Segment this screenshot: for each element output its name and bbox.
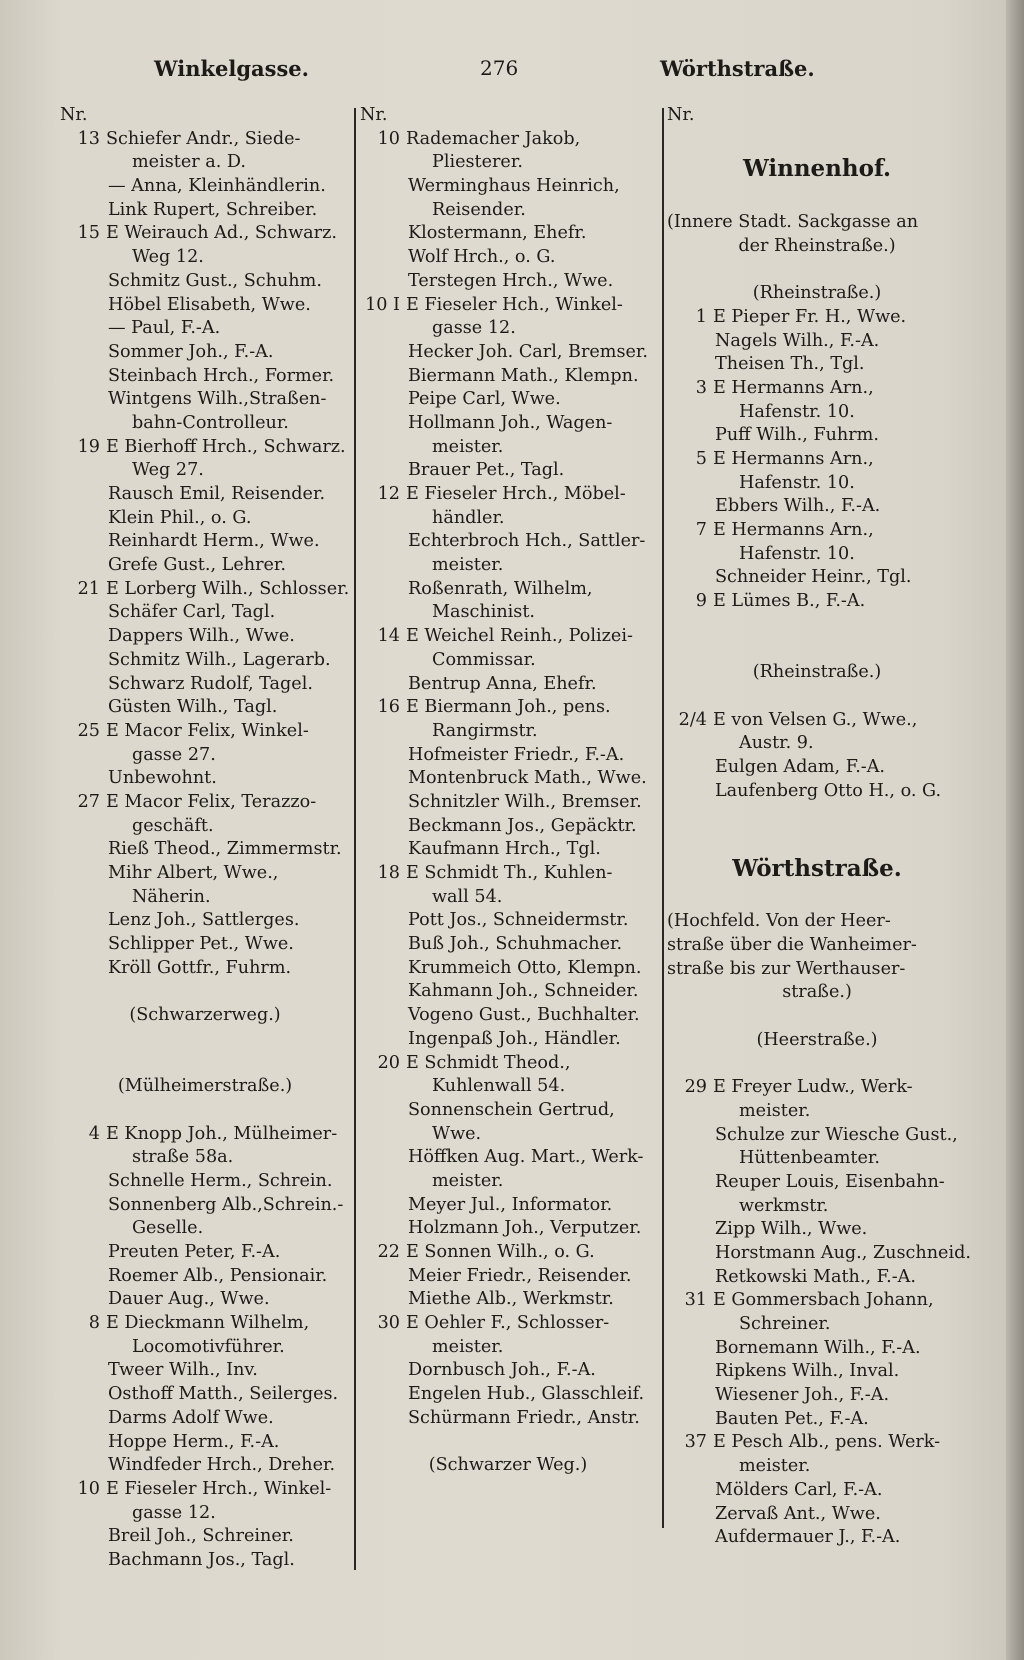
resident-text: E Pesch Alb., pens. Werk- [713, 1432, 941, 1453]
resident-text: E Macor Felix, Winkel- [106, 720, 309, 741]
house-entry [60, 791, 350, 815]
house-number: 5 [695, 448, 707, 469]
house-entry [60, 578, 350, 602]
resident-line: Reinhardt Herm., Wwe. [108, 531, 320, 552]
resident-line: Kröll Gottfr., Fuhrm. [108, 957, 292, 978]
resident-line: Echterbroch Hch., Sattler- [408, 531, 646, 552]
house-number: 18 [377, 863, 400, 883]
resident-line: Biermann Math., Klempn. [408, 365, 639, 386]
continuation-line: Austr. 9. [739, 733, 814, 754]
page-edge [1006, 0, 1024, 1660]
continuation-line: Wwe. [432, 1123, 482, 1144]
continuation-line: wall 54. [432, 886, 503, 907]
spacer [667, 614, 967, 638]
spacer [667, 827, 967, 851]
resident-line: Mölders Carl, F.-A. [715, 1479, 883, 1500]
continuation-line: Locomotivführer. [132, 1336, 285, 1357]
resident-line: Peipe Carl, Wwe. [408, 389, 561, 410]
resident-line: Mihr Albert, Wwe., [108, 863, 279, 883]
street-description: (Innere Stadt. Sackgasse an [667, 212, 919, 233]
house-number: 13 [77, 128, 100, 149]
resident-text: E Weirauch Ad., Schwarz. [106, 223, 337, 244]
resident-line: Zipp Wilh., Wwe. [715, 1219, 868, 1240]
continuation-line: Geselle. [132, 1218, 204, 1239]
continuation-line: händler. [432, 507, 505, 528]
resident-text: E Hermanns Arn., [713, 377, 874, 398]
resident-line: Engelen Hub., Glasschleif. [408, 1384, 645, 1405]
resident-line: Dappers Wilh., Wwe. [108, 626, 295, 647]
house-entry [360, 1052, 656, 1076]
house-number: 9 [695, 591, 707, 612]
resident-line: Höffken Aug. Mart., Werk- [408, 1147, 644, 1168]
house-number: 30 [377, 1313, 400, 1334]
cross-street-label: (Mülheimerstraße.) [117, 1076, 293, 1097]
house-number: 1 [695, 306, 707, 327]
house-entry [667, 1431, 967, 1455]
house-entry [60, 128, 350, 152]
spacer [667, 1052, 967, 1076]
resident-line: Klein Phil., o. G. [108, 507, 252, 528]
house-entry [667, 1289, 967, 1313]
house-entry [667, 1076, 967, 1100]
resident-text: E Schmidt Theod., [406, 1052, 571, 1073]
continuation-line: Commissar. [432, 649, 536, 670]
resident-line: Retkowski Math., F.-A. [715, 1266, 916, 1287]
resident-line: Dauer Aug., Wwe. [108, 1289, 270, 1310]
house-number: 20 [377, 1052, 400, 1073]
continuation-line: gasse 12. [432, 318, 516, 339]
continuation-line: geschäft. [132, 815, 214, 836]
resident-line: Schulze zur Wiesche Gust., [715, 1124, 958, 1145]
house-entry [360, 1241, 656, 1265]
column-header-nr: Nr. [360, 105, 388, 125]
house-entry [360, 128, 656, 152]
resident-text: E Pieper Fr. H., Wwe. [713, 306, 907, 327]
resident-line: Eulgen Adam, F.-A. [715, 756, 886, 777]
resident-line: Rausch Emil, Reisender. [108, 484, 326, 504]
resident-line: Lenz Joh., Sattlerges. [108, 910, 300, 931]
house-number: 14 [377, 626, 400, 647]
house-entry [360, 696, 656, 720]
header-right-street: Wörthstraße. [660, 56, 815, 81]
house-number: 8 [88, 1313, 100, 1334]
resident-text: E Macor Felix, Terazzo- [106, 791, 317, 812]
resident-line: Hofmeister Friedr., F.-A. [408, 744, 625, 765]
cross-street-label: straße.) [782, 982, 852, 1003]
resident-line: Zervaß Ant., Wwe. [715, 1503, 881, 1524]
page-header [0, 56, 1024, 90]
continuation-line: Weg 27. [132, 460, 204, 481]
resident-line: Meyer Jul., Informator. [408, 1194, 613, 1215]
column-header-nr: Nr. [667, 105, 695, 125]
resident-line: Klostermann, Ehefr. [408, 223, 587, 244]
continuation-line: bahn-Controlleur. [132, 412, 289, 433]
house-entry [667, 590, 967, 614]
cross-street-label: (Rheinstraße.) [752, 662, 882, 683]
resident-line: Theisen Th., Tgl. [715, 354, 865, 375]
continuation-line: straße 58a. [132, 1147, 234, 1168]
continuation-line: Pliesterer. [432, 152, 523, 173]
resident-line: Ripkens Wilh., Inval. [715, 1361, 900, 1382]
house-entry [667, 377, 967, 401]
resident-line: Rieß Theod., Zimmermstr. [108, 839, 342, 860]
spacer [60, 1052, 350, 1076]
resident-line: Sonnenschein Gertrud, [408, 1099, 615, 1120]
resident-line: Schnitzler Wilh., Bremser. [408, 791, 642, 812]
resident-line: Dornbusch Joh., F.-A. [408, 1360, 596, 1381]
continuation-line: meister. [432, 436, 504, 457]
resident-line: Reuper Louis, Eisenbahn- [715, 1171, 945, 1192]
spacer [667, 685, 967, 709]
resident-text: E Freyer Ludw., Werk- [713, 1077, 913, 1098]
resident-line: Schmitz Wilh., Lagerarb. [108, 649, 331, 670]
column-3 [667, 104, 971, 1550]
resident-line: Osthoff Matth., Seilerges. [108, 1384, 339, 1405]
resident-text: E Hermanns Arn., [713, 520, 874, 540]
house-entry [60, 222, 350, 246]
resident-line: Güsten Wilh., Tagl. [108, 697, 278, 718]
house-number: 7 [695, 520, 707, 540]
house-entry [60, 1123, 350, 1147]
continuation-line: meister. [432, 1170, 504, 1191]
resident-text: E Bierhoff Hrch., Schwarz. [106, 436, 346, 457]
resident-text: E Dieckmann Wilhelm, [106, 1313, 310, 1334]
street-title: Wörthstraße. [732, 854, 902, 882]
resident-text: E Schmidt Th., Kuhlen- [406, 863, 613, 883]
continuation-line: gasse 12. [132, 1502, 216, 1523]
house-number: 2/4 [678, 709, 707, 730]
continuation-line: gasse 27. [132, 744, 216, 765]
resident-line: Bauten Pet., F.-A. [715, 1408, 869, 1429]
resident-line: Beckmann Jos., Gepäcktr. [408, 815, 637, 836]
resident-line: Kahmann Joh., Schneider. [408, 981, 639, 1002]
house-entry [360, 862, 656, 886]
resident-line: Montenbruck Math., Wwe. [408, 768, 647, 789]
resident-line: Tweer Wilh., Inv. [108, 1360, 258, 1381]
resident-line: Roemer Alb., Pensionair. [108, 1265, 328, 1286]
resident-line: — Anna, Kleinhändlerin. [108, 176, 326, 197]
resident-text: E Knopp Joh., Mülheimer- [106, 1123, 338, 1144]
resident-text: E von Velsen G., Wwe., [713, 709, 918, 730]
house-number: 4 [88, 1123, 100, 1144]
house-number: 31 [684, 1290, 707, 1311]
house-entry [360, 625, 656, 649]
resident-line: Krummeich Otto, Klempn. [408, 957, 642, 978]
street-description: straße über die Wanheimer- [667, 935, 917, 955]
resident-line: Hollmann Joh., Wagen- [408, 412, 613, 433]
resident-text: E Sonnen Wilh., o. G. [406, 1242, 595, 1262]
resident-line: Link Rupert, Schreiber. [108, 199, 318, 220]
resident-line: Schlipper Pet., Wwe. [108, 934, 294, 955]
continuation-line: Hafenstr. 10. [739, 401, 855, 422]
resident-text: E Hermanns Arn., [713, 448, 874, 469]
house-number: 10 I [365, 294, 400, 315]
cross-street-label: (Heerstraße.) [756, 1029, 878, 1050]
column-2 [360, 104, 656, 1478]
resident-line: Darms Adolf Wwe. [108, 1407, 274, 1428]
column-header-nr: Nr. [60, 105, 88, 125]
resident-text: E Gommersbach Johann, [713, 1290, 934, 1311]
resident-line: Schneider Heinr., Tgl. [715, 567, 912, 588]
header-left-street: Winkelgasse. [154, 56, 309, 81]
resident-line: Vogeno Gust., Buchhalter. [408, 1005, 640, 1026]
continuation-line: meister. [432, 555, 504, 576]
resident-line: Preuten Peter, F.-A. [108, 1242, 281, 1262]
house-number: 29 [684, 1077, 707, 1098]
house-entry [667, 306, 967, 330]
resident-line: Wintgens Wilh.,Straßen- [108, 389, 327, 410]
resident-text: E Fieseler Hrch., Winkel- [106, 1478, 332, 1499]
resident-line: — Paul, F.-A. [108, 318, 221, 339]
resident-line: Ingenpaß Joh., Händler. [408, 1028, 621, 1049]
resident-line: Sonnenberg Alb.,Schrein.- [108, 1194, 344, 1215]
resident-line: Sommer Joh., F.-A. [108, 341, 274, 362]
resident-line: Höbel Elisabeth, Wwe. [108, 294, 311, 315]
resident-line: Puff Wilh., Fuhrm. [715, 425, 879, 446]
spacer [667, 258, 967, 282]
cross-street-label: der Rheinstraße.) [738, 235, 896, 256]
house-entry [60, 1478, 350, 1502]
resident-text: E Lümes B., F.-A. [713, 591, 866, 612]
house-number: 19 [77, 436, 100, 457]
continuation-line: Hafenstr. 10. [739, 543, 855, 564]
resident-text: E Lorberg Wilh., Schlosser. [106, 578, 350, 599]
house-number: 22 [377, 1242, 400, 1262]
continuation-line: Schreiner. [739, 1314, 831, 1334]
resident-line: Grefe Gust., Lehrer. [108, 555, 286, 576]
resident-line: Schäfer Carl, Tagl. [108, 602, 276, 623]
resident-line: Bachmann Jos., Tagl. [108, 1549, 295, 1570]
continuation-line: Hüttenbeamter. [739, 1148, 880, 1169]
cross-street-label: (Schwarzer Weg.) [428, 1455, 588, 1476]
resident-line: Hoppe Herm., F.-A. [108, 1431, 280, 1452]
resident-line: Meier Friedr., Reisender. [408, 1265, 632, 1286]
resident-line: Wiesener Joh., F.-A. [715, 1385, 890, 1406]
spacer [667, 1005, 967, 1029]
column-divider-2 [662, 108, 664, 1528]
resident-text: E Fieseler Hrch., Möbel- [406, 484, 626, 504]
continuation-line: Maschinist. [432, 602, 535, 623]
column-1 [60, 104, 350, 1573]
spacer [60, 1028, 350, 1052]
resident-line: Ebbers Wilh., F.-A. [715, 496, 881, 517]
house-number: 21 [77, 578, 100, 599]
resident-line: Bornemann Wilh., F.-A. [715, 1337, 921, 1358]
spacer [667, 887, 967, 911]
house-number: 15 [77, 223, 100, 244]
continuation-line: meister. [432, 1336, 504, 1357]
spacer [60, 980, 350, 1004]
resident-line: Holzmann Joh., Verputzer. [408, 1218, 642, 1239]
resident-line: Windfeder Hrch., Dreher. [108, 1455, 336, 1476]
continuation-line: Hafenstr. 10. [739, 472, 855, 493]
cross-street-label: (Rheinstraße.) [752, 283, 882, 304]
continuation-line: Kuhlenwall 54. [432, 1076, 566, 1097]
house-number: 37 [684, 1432, 707, 1453]
continuation-line: werkmstr. [739, 1195, 829, 1216]
resident-line: Schwarz Rudolf, Tagel. [108, 673, 313, 694]
resident-line: Buß Joh., Schuhmacher. [408, 934, 623, 955]
continuation-line: meister. [739, 1100, 811, 1121]
spacer [667, 128, 967, 152]
continuation-line: Rangirmstr. [432, 720, 538, 741]
house-entry [667, 709, 967, 733]
continuation-line: Reisender. [432, 199, 526, 220]
resident-line: Schnelle Herm., Schrein. [108, 1170, 333, 1191]
resident-line: Unbewohnt. [108, 768, 217, 789]
house-entry [667, 519, 967, 543]
resident-line: Bentrup Anna, Ehefr. [408, 673, 597, 694]
continuation-line: meister a. D. [132, 152, 246, 173]
street-description: (Hochfeld. Von der Heer- [667, 911, 891, 932]
resident-text: E Fieseler Hch., Winkel- [406, 294, 623, 315]
resident-line: Pott Jos., Schneidermstr. [408, 910, 629, 931]
spacer [360, 1431, 656, 1455]
house-entry [360, 294, 656, 318]
column-divider-1 [354, 108, 356, 1570]
spacer [667, 637, 967, 661]
resident-line: Aufdermauer J., F.-A. [715, 1527, 901, 1548]
resident-line: Kaufmann Hrch., Tgl. [408, 839, 601, 860]
resident-text: E Biermann Joh., pens. [406, 697, 611, 718]
resident-line: Horstmann Aug., Zuschneid. [715, 1242, 971, 1263]
house-entry [60, 436, 350, 460]
page-number: 276 [480, 56, 519, 80]
resident-line: Laufenberg Otto H., o. G. [715, 780, 942, 801]
house-number: 12 [377, 484, 400, 504]
street-description: straße bis zur Werthauser- [667, 958, 906, 979]
cross-street-label: (Schwarzerweg.) [129, 1005, 281, 1026]
resident-line: Steinbach Hrch., Former. [108, 365, 335, 386]
resident-line: Roßenrath, Wilhelm, [408, 578, 593, 599]
house-entry [60, 720, 350, 744]
resident-line: Schürmann Friedr., Anstr. [408, 1407, 640, 1428]
house-number: 27 [77, 791, 100, 812]
house-entry [360, 483, 656, 507]
resident-line: Wolf Hrch., o. G. [408, 247, 556, 268]
resident-line: Breil Joh., Schreiner. [108, 1526, 294, 1547]
resident-text: E Oehler F., Schlosser- [406, 1313, 610, 1334]
house-number: 16 [377, 697, 400, 718]
resident-line: Terstegen Hrch., Wwe. [408, 270, 614, 291]
house-entry [60, 1312, 350, 1336]
resident-line: Nagels Wilh., F.-A. [715, 330, 880, 351]
resident-text: Schiefer Andr., Siede- [106, 128, 301, 149]
house-entry [360, 1312, 656, 1336]
resident-line: Brauer Pet., Tagl. [408, 460, 565, 481]
resident-line: Hecker Joh. Carl, Bremser. [408, 341, 648, 362]
continuation-line: Näherin. [132, 886, 211, 907]
resident-line: Werminghaus Heinrich, [408, 176, 620, 197]
house-entry [667, 448, 967, 472]
spacer [667, 803, 967, 827]
resident-line: Miethe Alb., Werkmstr. [408, 1289, 614, 1310]
house-number: 25 [77, 720, 100, 741]
spacer [60, 1099, 350, 1123]
continuation-line: Weg 12. [132, 247, 204, 268]
resident-line: Schmitz Gust., Schuhm. [108, 270, 322, 291]
house-number: 10 [77, 1478, 100, 1499]
continuation-line: meister. [739, 1456, 811, 1477]
house-number: 3 [695, 377, 707, 398]
resident-text: E Weichel Reinh., Polizei- [406, 626, 633, 647]
house-number: 10 [377, 128, 400, 149]
street-title: Winnenhof. [742, 155, 892, 183]
resident-text: Rademacher Jakob, [406, 128, 581, 149]
spacer [667, 187, 967, 211]
